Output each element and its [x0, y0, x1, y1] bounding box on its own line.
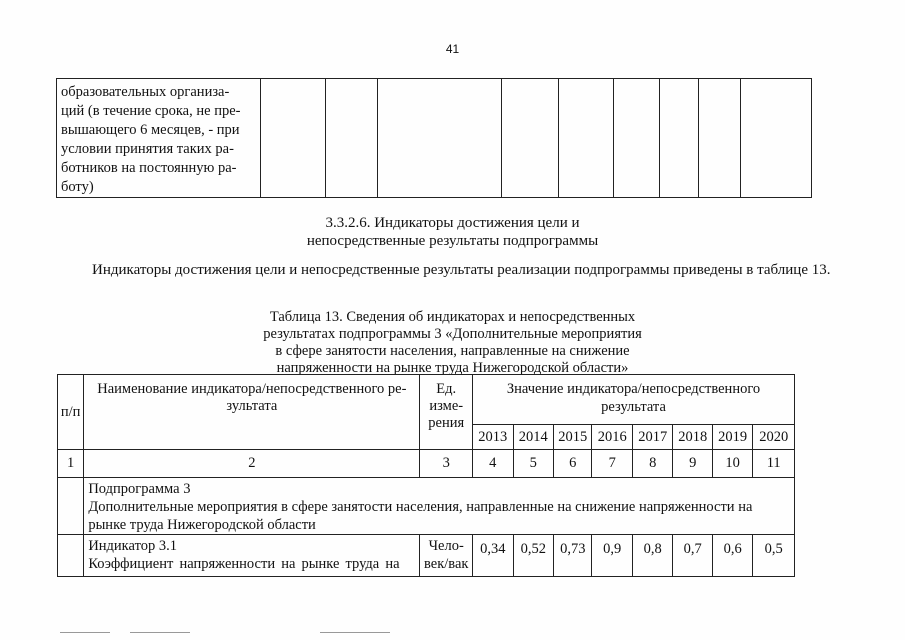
caption-line: Таблица 13. Сведения об индикаторах и непосредственных — [269, 309, 636, 325]
indicator-unit-line: век/вак — [424, 556, 469, 572]
header-unit-line: Ед. — [436, 381, 457, 397]
section-heading: непосредственные результаты подпрограммы — [306, 233, 599, 249]
empty-cell — [659, 79, 699, 198]
header-name-line: зультата — [226, 398, 278, 414]
year-cell: 2017 — [632, 425, 672, 450]
year-cell: 2020 — [753, 425, 795, 450]
header-num: п/п — [58, 375, 84, 450]
scan-artifact-line — [130, 632, 190, 633]
subprogram-cell — [84, 478, 795, 535]
header-value-line: результата — [601, 399, 666, 415]
indicator-unit — [420, 535, 473, 577]
header-row — [58, 375, 795, 425]
year-cell: 2014 — [513, 425, 553, 450]
indicator-value: 0,34 — [473, 535, 513, 577]
empty-cell — [558, 79, 613, 198]
year-cell: 2019 — [712, 425, 752, 450]
scan-artifact-line — [60, 632, 110, 633]
column-number: 8 — [632, 450, 672, 478]
header-unit — [420, 375, 473, 450]
column-number: 9 — [673, 450, 712, 478]
subprogram-title: Подпрограмма 3 — [88, 481, 191, 497]
empty-cell — [58, 535, 84, 577]
indicator-value: 0,73 — [554, 535, 592, 577]
year-cell: 2016 — [592, 425, 632, 450]
header-value — [473, 375, 795, 425]
section-paragraph: Индикаторы достижения цели и непосредственные результаты реализации подпрограммы приведены в таблице 13. — [92, 262, 831, 278]
table-caption — [0, 309, 905, 377]
caption-line: напряженности на рынке труда Нижегородской области» — [276, 360, 629, 376]
column-number: 11 — [753, 450, 795, 478]
indicator-desc: Коэффициент напряженности на рынке труда на — [88, 556, 400, 572]
subprogram-desc: рынке труда Нижегородской области — [88, 517, 316, 533]
indicator-value: 0,8 — [632, 535, 672, 577]
header-unit-line: изме- — [429, 398, 464, 414]
subprogram-desc: Дополнительные мероприятия в сфере занятости населения, направленные на снижение напряженности на — [88, 499, 753, 515]
empty-cell — [614, 79, 660, 198]
indicator-title: Индикатор 3.1 — [88, 538, 177, 554]
caption-line: в сфере занятости населения, направленные на снижение — [275, 343, 630, 359]
year-cell: 2015 — [554, 425, 592, 450]
scan-artifact-line — [320, 632, 390, 633]
indicator-value: 0,9 — [592, 535, 632, 577]
year-cell: 2013 — [473, 425, 513, 450]
empty-cell — [699, 79, 741, 198]
indicator-value: 0,5 — [753, 535, 795, 577]
subprogram-row — [58, 478, 795, 535]
text-line: боту) — [61, 179, 94, 195]
empty-cell — [326, 79, 377, 198]
column-number: 4 — [473, 450, 513, 478]
empty-cell — [58, 478, 84, 535]
table-row — [57, 79, 812, 198]
column-number: 10 — [712, 450, 752, 478]
indicator-value: 0,52 — [513, 535, 553, 577]
column-number-row — [58, 450, 795, 478]
indicator-unit-line: Чело- — [428, 538, 464, 554]
empty-cell — [261, 79, 326, 198]
indicator-row — [58, 535, 795, 577]
column-number: 3 — [420, 450, 473, 478]
text-line: вышающего 6 месяцев, - при — [61, 122, 240, 138]
page-number: 41 — [445, 42, 460, 56]
continuation-table — [56, 78, 812, 198]
indicator-value: 0,7 — [673, 535, 712, 577]
text-line: ций (в течение срока, не пре- — [61, 103, 241, 119]
section-heading: 3.3.2.6. Индикаторы достижения цели и — [325, 215, 580, 231]
indicator-value: 0,6 — [712, 535, 752, 577]
empty-cell — [501, 79, 558, 198]
caption-line: результатах подпрограммы 3 «Дополнительные мероприятия — [263, 326, 642, 342]
text-line: условии принятия таких ра- — [61, 141, 234, 157]
column-number: 5 — [513, 450, 553, 478]
column-number: 7 — [592, 450, 632, 478]
text-line: образовательных организа- — [61, 84, 230, 100]
column-number: 2 — [84, 450, 420, 478]
text-line: ботников на постоянную ра- — [61, 160, 237, 176]
empty-cell — [377, 79, 501, 198]
header-unit-line: рения — [428, 415, 465, 431]
year-cell: 2018 — [673, 425, 712, 450]
continuation-text-cell — [57, 79, 261, 198]
empty-cell — [741, 79, 812, 198]
column-number: 1 — [58, 450, 84, 478]
indicator-name-cell — [84, 535, 420, 577]
header-name — [84, 375, 420, 450]
column-number: 6 — [554, 450, 592, 478]
header-name-line: Наименование индикатора/непосредственного ре- — [97, 381, 407, 397]
header-value-line: Значение индикатора/непосредственного — [506, 381, 761, 397]
indicators-table — [57, 374, 795, 577]
